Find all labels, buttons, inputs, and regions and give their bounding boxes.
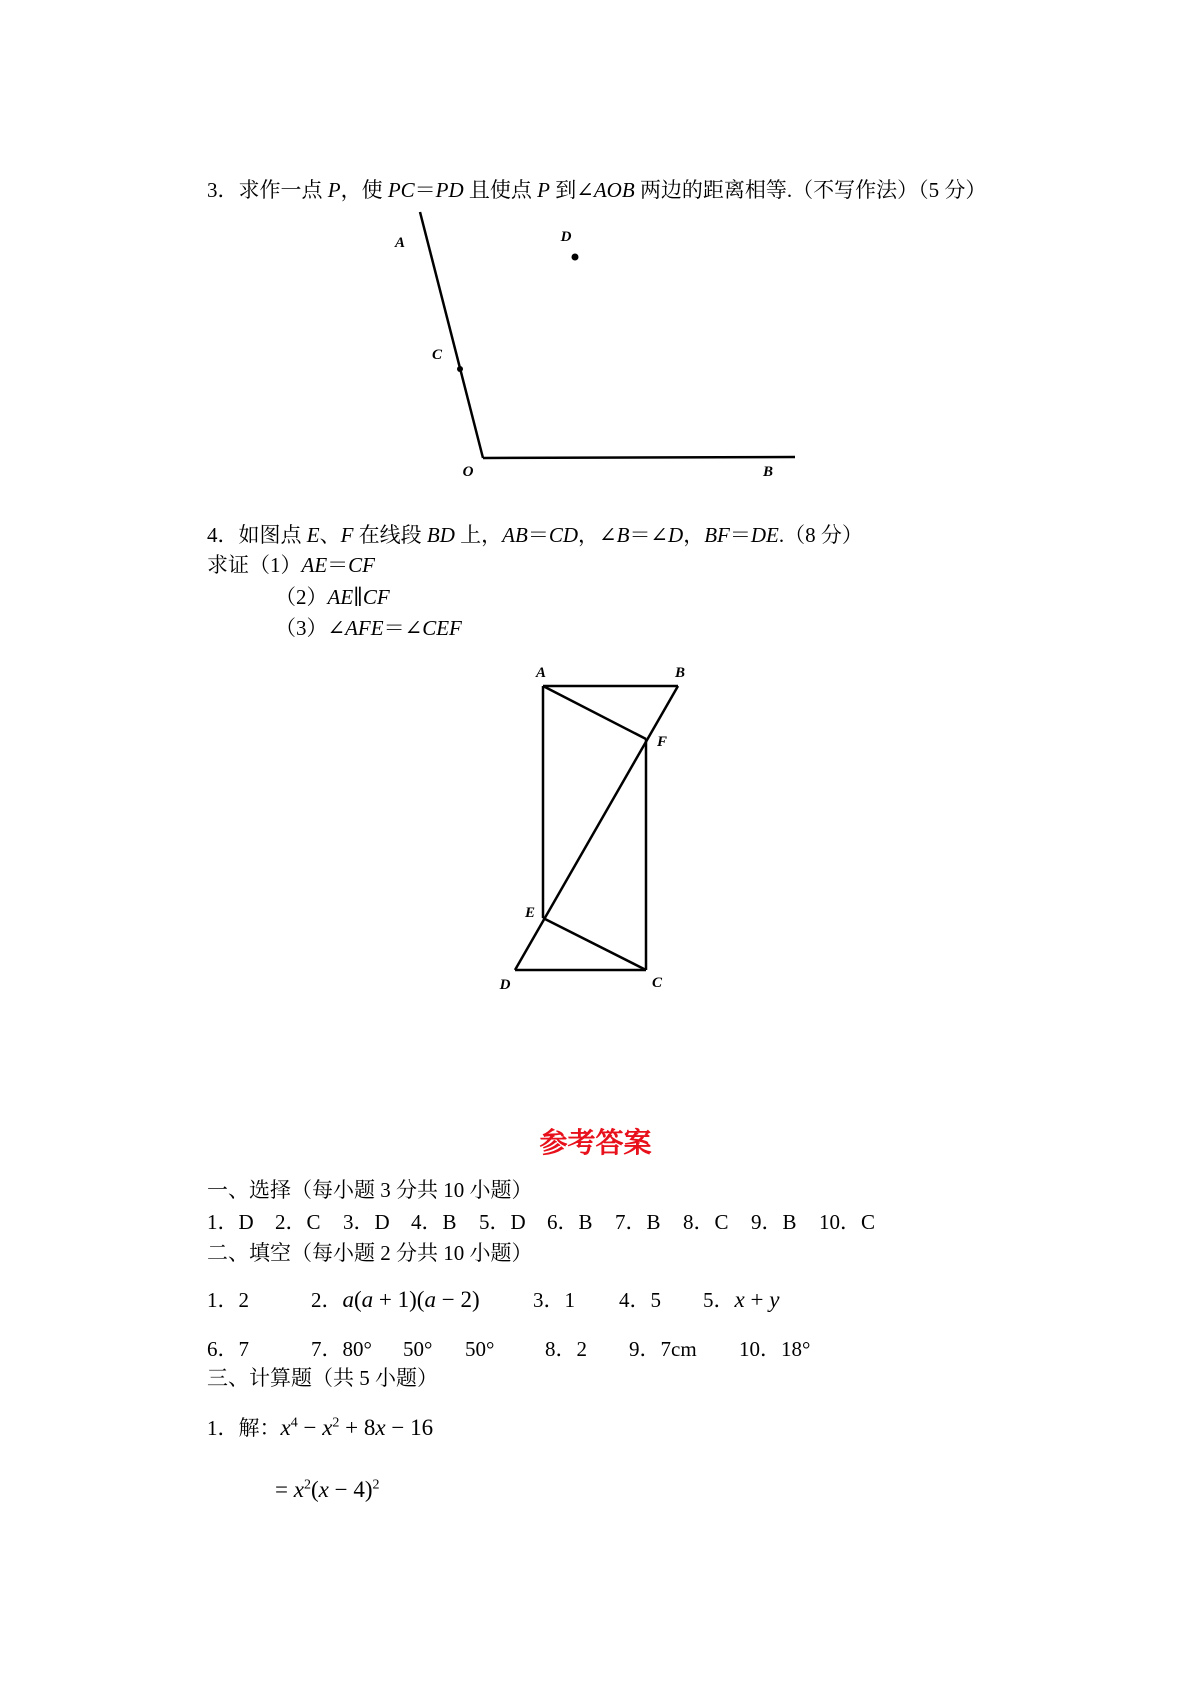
label-b: B (762, 464, 774, 480)
fill-answer (311, 1287, 480, 1313)
label-e: E (524, 905, 536, 921)
fill-answer: 7．80° (311, 1337, 372, 1361)
q3-text: ＝ (414, 178, 436, 202)
fill-answer: 50° (403, 1337, 433, 1361)
choice-answer: 1．D (207, 1210, 254, 1234)
proof-text: ∥ (353, 585, 363, 609)
math-exponent: 2 (332, 1415, 340, 1431)
math-op: + (744, 1287, 770, 1312)
fill-answer-expression (343, 1287, 480, 1312)
math-var: a (424, 1287, 436, 1312)
fill-answers-row-2 (207, 1336, 907, 1366)
q3-math: P (327, 178, 341, 202)
q3-text: 3．求作一点 (207, 178, 328, 202)
fill-answers-row-1 (207, 1287, 907, 1317)
fill-answer: 9．7cm (629, 1337, 697, 1361)
fill-answer: 8．2 (545, 1337, 587, 1361)
q4-math: B (616, 523, 630, 547)
fill-answer (703, 1287, 779, 1313)
q4-math: CD (548, 523, 578, 547)
section-2-heading: 二、填空（每小题 2 分共 10 小题） (207, 1241, 533, 1265)
fill-answer: 10．18° (739, 1337, 811, 1361)
math-op: − 4) (328, 1477, 373, 1502)
ray-oa (420, 212, 483, 458)
section-1-heading: 一、选择（每小题 3 分共 10 小题） (207, 1178, 533, 1202)
proof-math: CEF (422, 616, 462, 640)
math-exponent: 2 (303, 1477, 311, 1493)
choice-answer: 2．C (275, 1210, 321, 1234)
q3-text: 且使点 (463, 178, 538, 202)
fill-answer: 50° (465, 1337, 495, 1361)
figure-quadrilateral (480, 655, 700, 1000)
q3-math: PD (435, 178, 464, 202)
fill-answer-expression (735, 1287, 780, 1312)
choice-answers (207, 1209, 887, 1235)
proof-math: CF (348, 553, 375, 577)
math-op: − (297, 1415, 323, 1440)
label-c: C (651, 975, 663, 991)
math-var: y (769, 1287, 780, 1312)
math-op: ( (354, 1287, 362, 1312)
label-c: C (431, 347, 443, 363)
math-exponent: 4 (290, 1415, 298, 1431)
q4-text: ＝ (729, 523, 751, 547)
proof-text: 求证（1） (207, 553, 302, 577)
math-op: − 16 (385, 1415, 434, 1440)
math-var: x (734, 1287, 745, 1312)
point-d (572, 254, 579, 261)
math-var: a (342, 1287, 354, 1312)
q4-text: ＝∠ (629, 523, 669, 547)
section-3-heading: 三、计算题（共 5 小题） (207, 1366, 438, 1390)
label-a: A (394, 235, 406, 251)
q4-text: 上， (454, 523, 503, 547)
q4-math: DE (750, 523, 779, 547)
proof-item-1 (207, 552, 375, 578)
q4-text: .（8 分） (778, 523, 863, 547)
math-var: x (293, 1477, 304, 1502)
question-4 (207, 522, 863, 548)
math-var: a (361, 1287, 374, 1312)
fill-answer: 4．5 (619, 1288, 661, 1312)
fill-answer-number: 5． (703, 1288, 735, 1312)
q4-math: BD (426, 523, 455, 547)
math-op: + 1)( (373, 1287, 425, 1312)
math-exponent: 2 (372, 1477, 380, 1493)
calc-problem-1-line-1 (207, 1415, 433, 1441)
proof-text: （3）∠ (275, 616, 346, 640)
choice-answer: 10．C (819, 1210, 876, 1234)
proof-math: AFE (345, 616, 384, 640)
q4-text: 、 (319, 523, 341, 547)
q4-math: D (668, 523, 684, 547)
choice-answer: 4．B (411, 1210, 457, 1234)
fill-answer-number: 2． (311, 1288, 343, 1312)
q3-text: ，使 (340, 178, 388, 202)
segment-bd (515, 686, 678, 970)
segment-af (543, 686, 646, 739)
q4-text: 在线段 (353, 523, 427, 547)
calc-label: 1．解： (207, 1416, 281, 1440)
label-b: B (674, 665, 686, 681)
choice-answer: 3．D (343, 1210, 390, 1234)
q4-text: ， (683, 523, 705, 547)
proof-text: ＝ (327, 553, 349, 577)
calc-problem-1-line-2 (275, 1477, 379, 1503)
math-var: x (322, 1415, 333, 1440)
answers-title: 参考答案 (539, 1128, 652, 1159)
proof-math: AE (301, 553, 328, 577)
math-op: = (275, 1477, 294, 1502)
math-op: − 2) (435, 1287, 480, 1312)
label-o: O (462, 464, 474, 480)
q4-math: F (340, 523, 354, 547)
proof-math: CF (362, 585, 390, 609)
figure-angle-aob (380, 200, 810, 490)
fill-answer: 3．1 (533, 1288, 575, 1312)
label-d: D (560, 229, 572, 245)
math-var: x (280, 1415, 291, 1440)
math-op: ( (310, 1477, 319, 1502)
segment-ec (543, 918, 646, 970)
q4-text: 4．如图点 (207, 523, 307, 547)
fill-answer: 6．7 (207, 1337, 249, 1361)
q4-text: ，∠ (578, 523, 617, 547)
choice-answer: 6．B (547, 1210, 593, 1234)
q4-math: AB (502, 523, 528, 547)
proof-item-2 (275, 584, 390, 610)
point-c (457, 366, 463, 372)
math-var: x (318, 1477, 329, 1502)
ray-ob (483, 457, 795, 458)
choice-answer: 9．B (751, 1210, 797, 1234)
choice-answer: 5．D (479, 1210, 526, 1234)
label-a: A (535, 665, 547, 681)
label-d: D (499, 977, 511, 993)
q3-text: 到∠ (550, 178, 594, 202)
math-op: + 8 (339, 1415, 376, 1440)
q4-text: ＝ (527, 523, 549, 547)
q4-math: BF (704, 523, 730, 547)
label-f: F (656, 734, 668, 750)
proof-math: AE (327, 585, 354, 609)
q3-math: P (537, 178, 550, 202)
proof-text: ＝∠ (383, 616, 423, 640)
calc-expression (281, 1415, 434, 1440)
math-var: x (375, 1415, 386, 1440)
proof-item-3 (275, 615, 462, 641)
q4-math: E (306, 523, 320, 547)
q3-math: AOB (593, 178, 635, 202)
q3-math: PC (387, 178, 415, 202)
proof-text: （2） (275, 585, 328, 609)
q3-text: 两边的距离相等.（不写作法）（5 分） (634, 178, 987, 202)
calc-expression (275, 1477, 379, 1502)
choice-answer: 7．B (615, 1210, 661, 1234)
fill-answer: 1．2 (207, 1288, 249, 1312)
choice-answer: 8．C (683, 1210, 729, 1234)
